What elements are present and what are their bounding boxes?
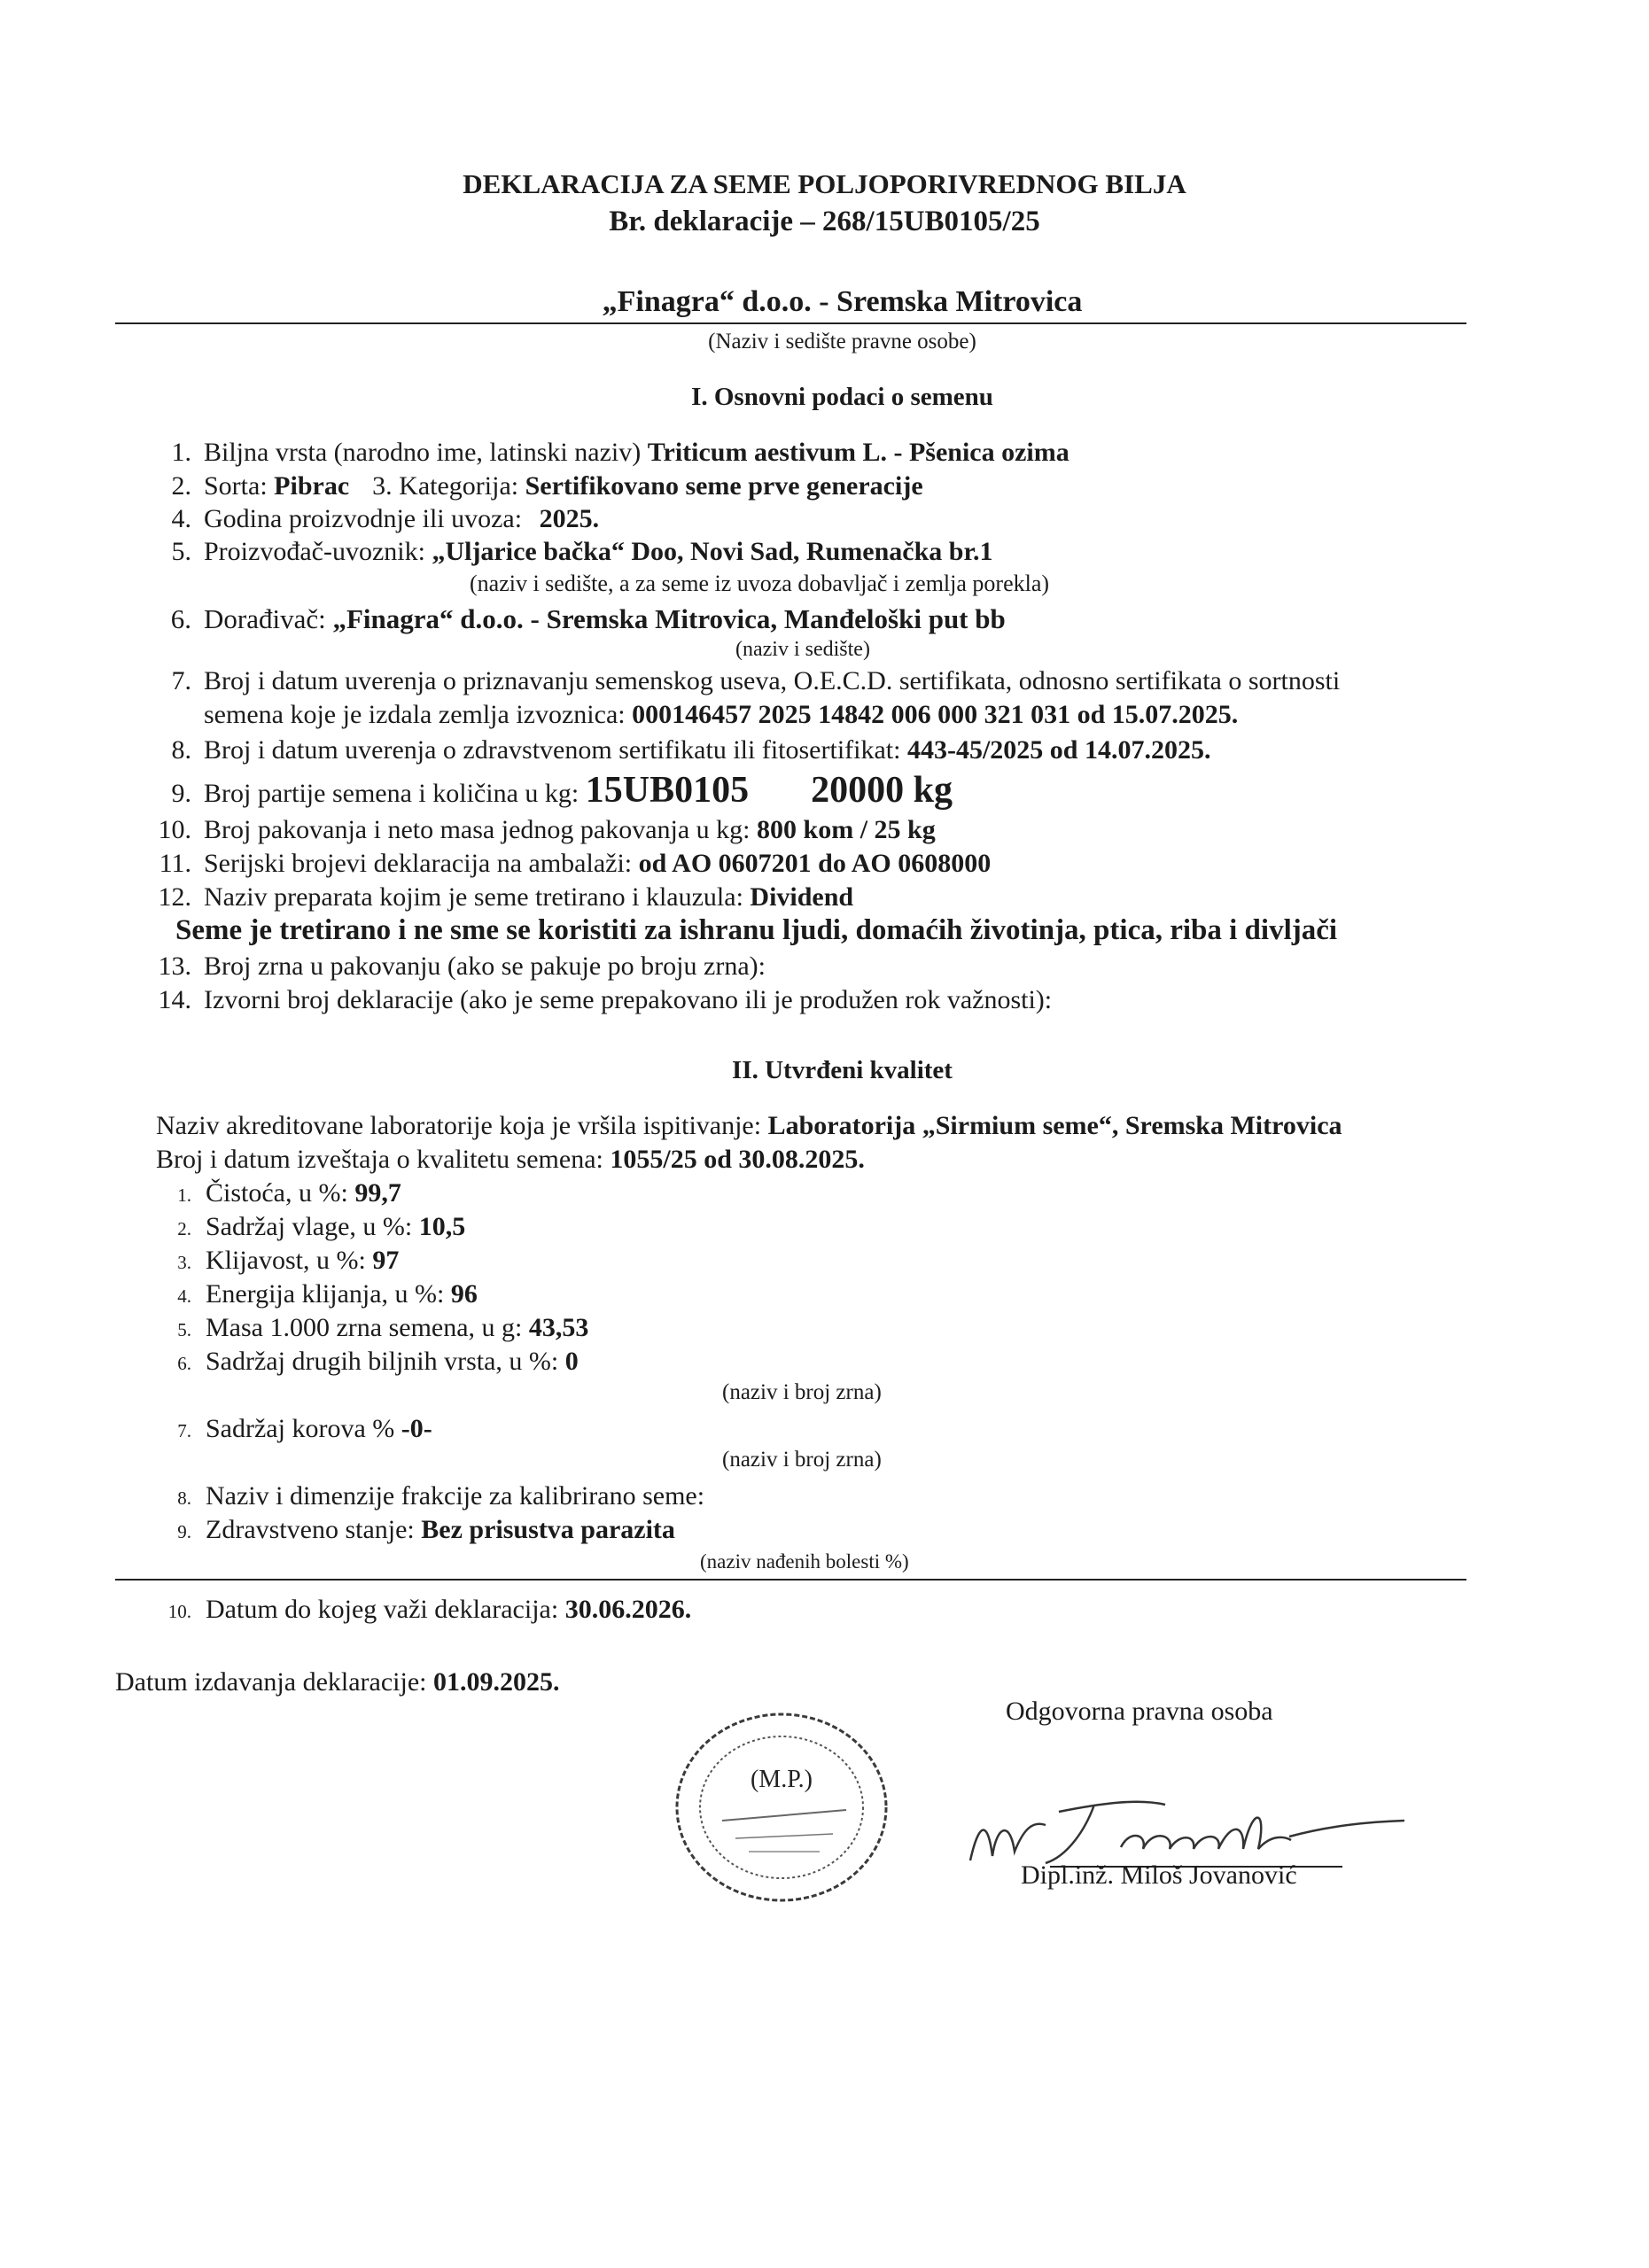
item-10: 10. Broj pakovanja i neto masa jednog pakovanja u kg: 800 kom / 25 kg <box>158 815 936 844</box>
declaration-number: Br. deklaracije – 268/15UB0105/25 <box>609 206 1040 237</box>
section2-title: II. Utvrđeni kvalitet <box>732 1056 953 1084</box>
item-5: 5. Proizvođač-uvoznik: „Uljarice bačka“ Doo, Novi Sad, Rumenačka br.1 <box>171 537 993 566</box>
item-5-caption: (naziv i sedište, a za seme iz uvoza dobavljač i zemlja porekla) <box>470 571 1050 596</box>
official-stamp <box>669 1705 895 1909</box>
company-name: „Finagra“ d.o.o. - Sremska Mitrovica <box>602 285 1083 318</box>
lab-name: Naziv akreditovane laboratorije koja je vršila ispitivanje: Laboratorija „Sirmium seme“, Sremska Mitrovica <box>156 1111 1342 1140</box>
item-6-caption: (naziv i sedište) <box>735 638 870 661</box>
item-8: 8. Broj i datum uverenja o zdravstvenom sertifikatu ili fitosertifikat: 443-45/2025 od 14.07.2025. <box>171 735 1211 765</box>
document-title: DEKLARACIJA ZA SEME POLJOPORIVREDNOG BILJA <box>463 168 1186 199</box>
item-7: 7. Broj i datum uverenja o priznavanju semenskog useva, O.E.C.D. sertifikata, odnosno sertifikata o sortnosti <box>171 666 1341 695</box>
treatment-warning: Seme je tretirano i ne sme se koristiti za ishranu ljudi, domaćih životinja, ptica, riba i divljači <box>175 914 1338 946</box>
section1-title: I. Osnovni podaci o semenu <box>691 383 993 411</box>
item-11: 11. Serijski brojevi deklaracija na ambalaži: od AO 0607201 do AO 0608000 <box>159 849 992 878</box>
quality-6-caption: (naziv i broj zrna) <box>722 1380 882 1404</box>
item-13: 13. Broj zrna u pakovanju (ako se pakuje po broju zrna): <box>158 951 766 981</box>
item-12: 12. Naziv preparata kojim je seme tretirano i klauzula: Dividend <box>158 882 854 912</box>
item-14: 14. Izvorni broj deklaracije (ako je seme prepakovano ili je produžen rok važnosti): <box>158 985 1053 1014</box>
quality-6: 6. Sadržaj drugih biljnih vrsta, u %: 0 <box>177 1347 579 1376</box>
company-underline <box>115 322 1466 324</box>
quality-4: 4. Energija klijanja, u %: 96 <box>177 1279 478 1309</box>
quality-3: 3. Klijavost, u %: 97 <box>177 1246 400 1275</box>
stamp-mp-text: (M.P.) <box>750 1766 813 1793</box>
quality-1: 1. Čistoća, u %: 99,7 <box>177 1178 401 1208</box>
quality-9-caption: (naziv nađenih bolesti %) <box>700 1550 909 1573</box>
item-1: 1. Biljna vrsta (narodno ime, latinski naziv) Triticum aestivum L. - Pšenica ozima <box>171 438 1070 467</box>
company-caption: (Naziv i sedište pravne osobe) <box>708 330 976 353</box>
quality-2: 2. Sadržaj vlage, u %: 10,5 <box>177 1212 466 1241</box>
signatory-name: Dipl.inž. Miloš Jovanović <box>1021 1860 1297 1890</box>
quality-5: 5. Masa 1.000 zrna semena, u g: 43,53 <box>177 1313 589 1342</box>
item-2-3: 2. Sorta: Pibrac 3. Kategorija: Sertifikovano seme prve generacije <box>171 471 923 501</box>
issue-date: Datum izdavanja deklaracije: 01.09.2025. <box>115 1667 560 1697</box>
quality-10: 10. Datum do kojeg važi deklaracija: 30.06.2026. <box>167 1595 692 1624</box>
quality-8: 8. Naziv i dimenzije frakcije za kalibrirano seme: <box>177 1481 705 1511</box>
quality-9: 9. Zdravstveno stanje: Bez prisustva parazita <box>177 1515 675 1544</box>
item-7-cont: semena koje je izdala zemlja izvoznica: 000146457 2025 14842 006 000 321 031 od 15.07.2025. <box>204 700 1239 729</box>
quality-7-caption: (naziv i broj zrna) <box>722 1448 882 1472</box>
section2-divider <box>115 1579 1466 1581</box>
item-9: 9. Broj partije semena i količina u kg: 15UB0105 20000 kg <box>171 770 953 811</box>
item-6: 6. Dorađivač: „Finagra“ d.o.o. - Sremska Mitrovica, Manđeloški put bb <box>170 603 1006 634</box>
report-number: Broj i datum izveštaja o kvalitetu semena: 1055/25 od 30.08.2025. <box>156 1145 865 1174</box>
item-4: 4. Godina proizvodnje ili uvoza: 2025. <box>171 504 600 533</box>
quality-7: 7. Sadržaj korova % -0- <box>177 1414 432 1443</box>
responsible-person-label: Odgovorna pravna osoba <box>1006 1697 1273 1726</box>
